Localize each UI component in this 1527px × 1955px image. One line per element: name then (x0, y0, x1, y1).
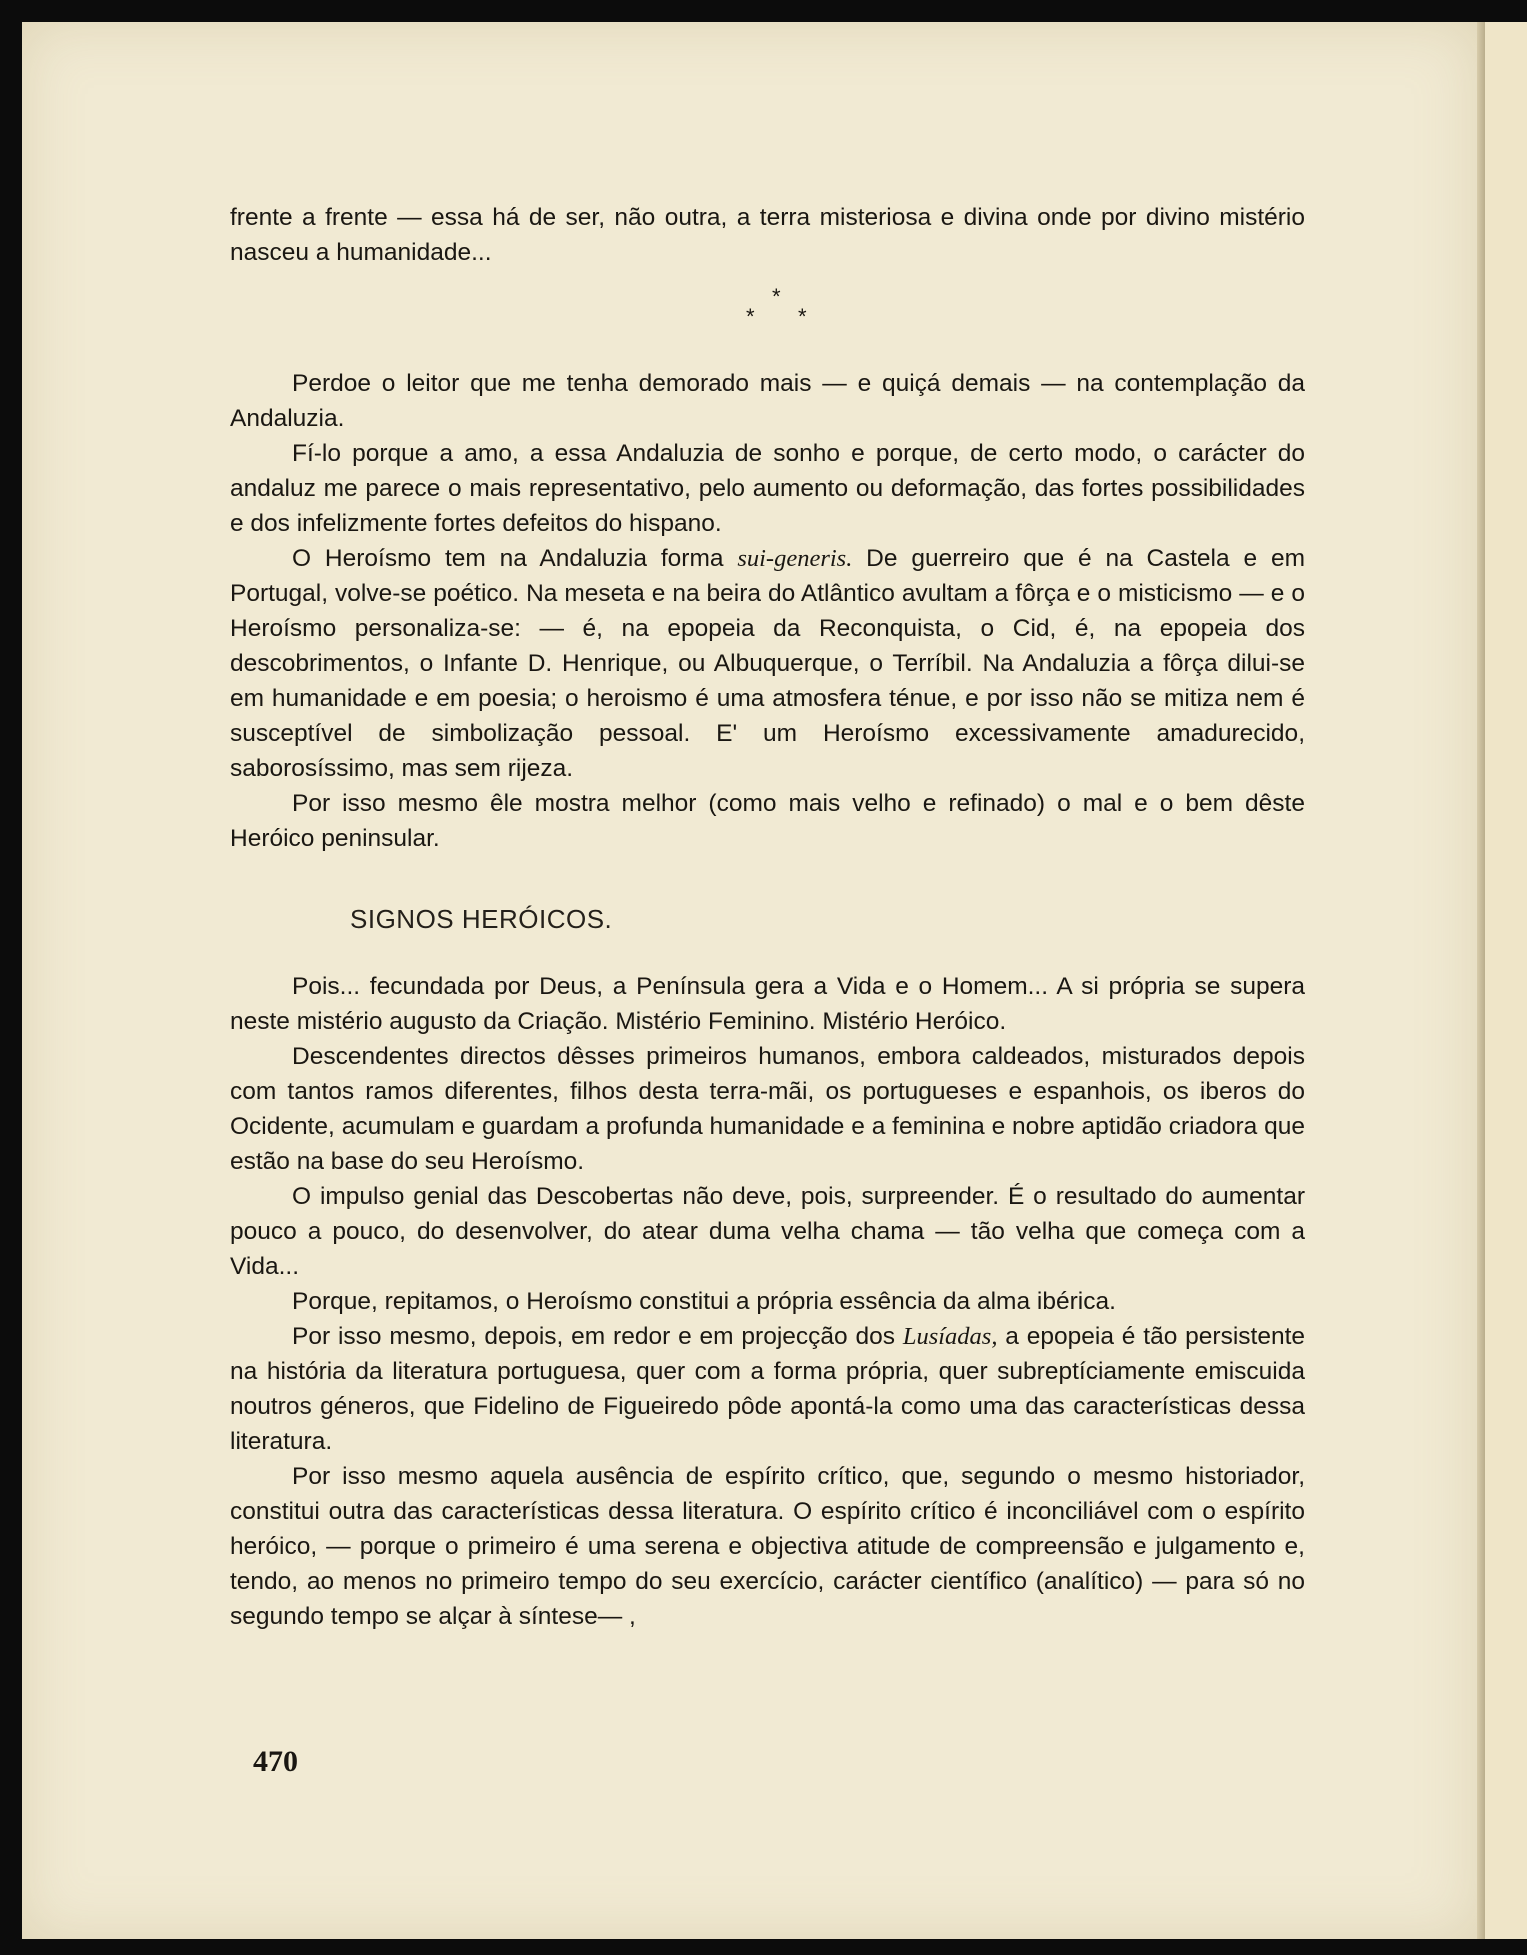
paragraph-text: De guerreiro que é na Castela e em Portugal, volve-se poético. Na meseta e na beira do Atlântico avultam a fôrça e o misticismo — e o Heroísmo personaliza-se: — é, na epopeia da Reconquista, o Cid, é, na epopeia dos descobrimentos, o Infante D. Henrique, ou Albuquerque, o Terríbil. Na Andaluzia a fôrça dilui-se em humanidade e em poesia; o heroismo é uma atmosfera ténue, e por isso não se mitiza nem é susceptível de simbolização pessoal. E' um Heroísmo excessivamente amadurecido, saborosíssimo, mas sem rijeza. (230, 545, 1305, 782)
paragraph: Por isso mesmo aquela ausência de espírito crítico, que, segundo o mesmo historiador, constitui outra das características dessa literatura. O espírito crítico é inconciliável com o espírito heróico, — porque o primeiro é uma serena e objectiva atitude de compreensão e julgamento e, tendo, ao menos no primeiro tempo do seu exercício, carácter científico (analítico) — para só no segundo tempo se alçar à síntese— , (230, 1463, 1305, 1630)
paragraph-continuation: frente a frente — essa há de ser, não outra, a terra misteriosa e divina onde por divino mistério nasceu a humanidade... (230, 204, 1305, 266)
separator-star-left: * (746, 304, 755, 329)
italic-title: Lusíadas, (902, 1323, 998, 1350)
separator-star-right: * (798, 304, 807, 329)
italic-term: sui-generis. (737, 545, 853, 572)
paragraph: Perdoe o leitor que me tenha demorado mais — e quiçá demais — na contemplação da Andaluzia. (230, 370, 1305, 432)
section-separator (230, 280, 1305, 346)
page-text (230, 200, 1305, 1634)
paragraph (230, 541, 1305, 786)
page-edge (1477, 22, 1485, 1939)
paragraph: Pois... fecundada por Deus, a Península gera a Vida e o Homem... A si própria se supera neste mistério augusto da Criação. Mistério Feminino. Mistério Heróico. (230, 973, 1305, 1035)
paragraph-text: O Heroísmo tem na Andaluzia forma (292, 545, 738, 572)
paragraph-text: Por isso mesmo, depois, em redor e em projecção dos (292, 1323, 903, 1350)
paragraph: Fí-lo porque a amo, a essa Andaluzia de sonho e porque, de certo modo, o carácter do andaluz me parece o mais representativo, pelo aumento ou deformação, das fortes possibilidades e dos infelizmente fortes defeitos do hispano. (230, 440, 1305, 537)
paragraph: Porque, repitamos, o Heroísmo constitui a própria essência da alma ibérica. (292, 1288, 1116, 1315)
next-page-edge (1485, 22, 1527, 1939)
page-number: 470 (253, 1745, 298, 1778)
paragraph: O impulso genial das Descobertas não deve, pois, surpreender. É o resultado do aumentar pouco a pouco, do desenvolver, do atear duma velha chama — tão velha que começa com a Vida... (230, 1183, 1305, 1280)
paragraph-text: a epopeia é tão persistente na história da literatura portuguesa, quer com a forma própria, quer subreptíciamente emiscuida noutros géneros, que Fidelino de Figueiredo pôde apontá-la como uma das características dessa literatura. (230, 1323, 1306, 1455)
paragraph (230, 1319, 1305, 1459)
paragraph: Por isso mesmo êle mostra melhor (como mais velho e refinado) o mal e o bem dêste Heróico peninsular. (230, 790, 1305, 852)
separator-star-top: * (772, 284, 781, 309)
paragraph: Descendentes directos dêsses primeiros humanos, embora caldeados, misturados depois com tantos ramos diferentes, filhos desta terra-mãi, os portugueses e espanhois, os iberos do Ocidente, acumulam e guardam a profunda humanidade e a feminina e nobre aptidão criadora que estão na base do seu Heroísmo. (230, 1043, 1305, 1175)
section-heading: SIGNOS HERÓICOS. (350, 904, 613, 934)
